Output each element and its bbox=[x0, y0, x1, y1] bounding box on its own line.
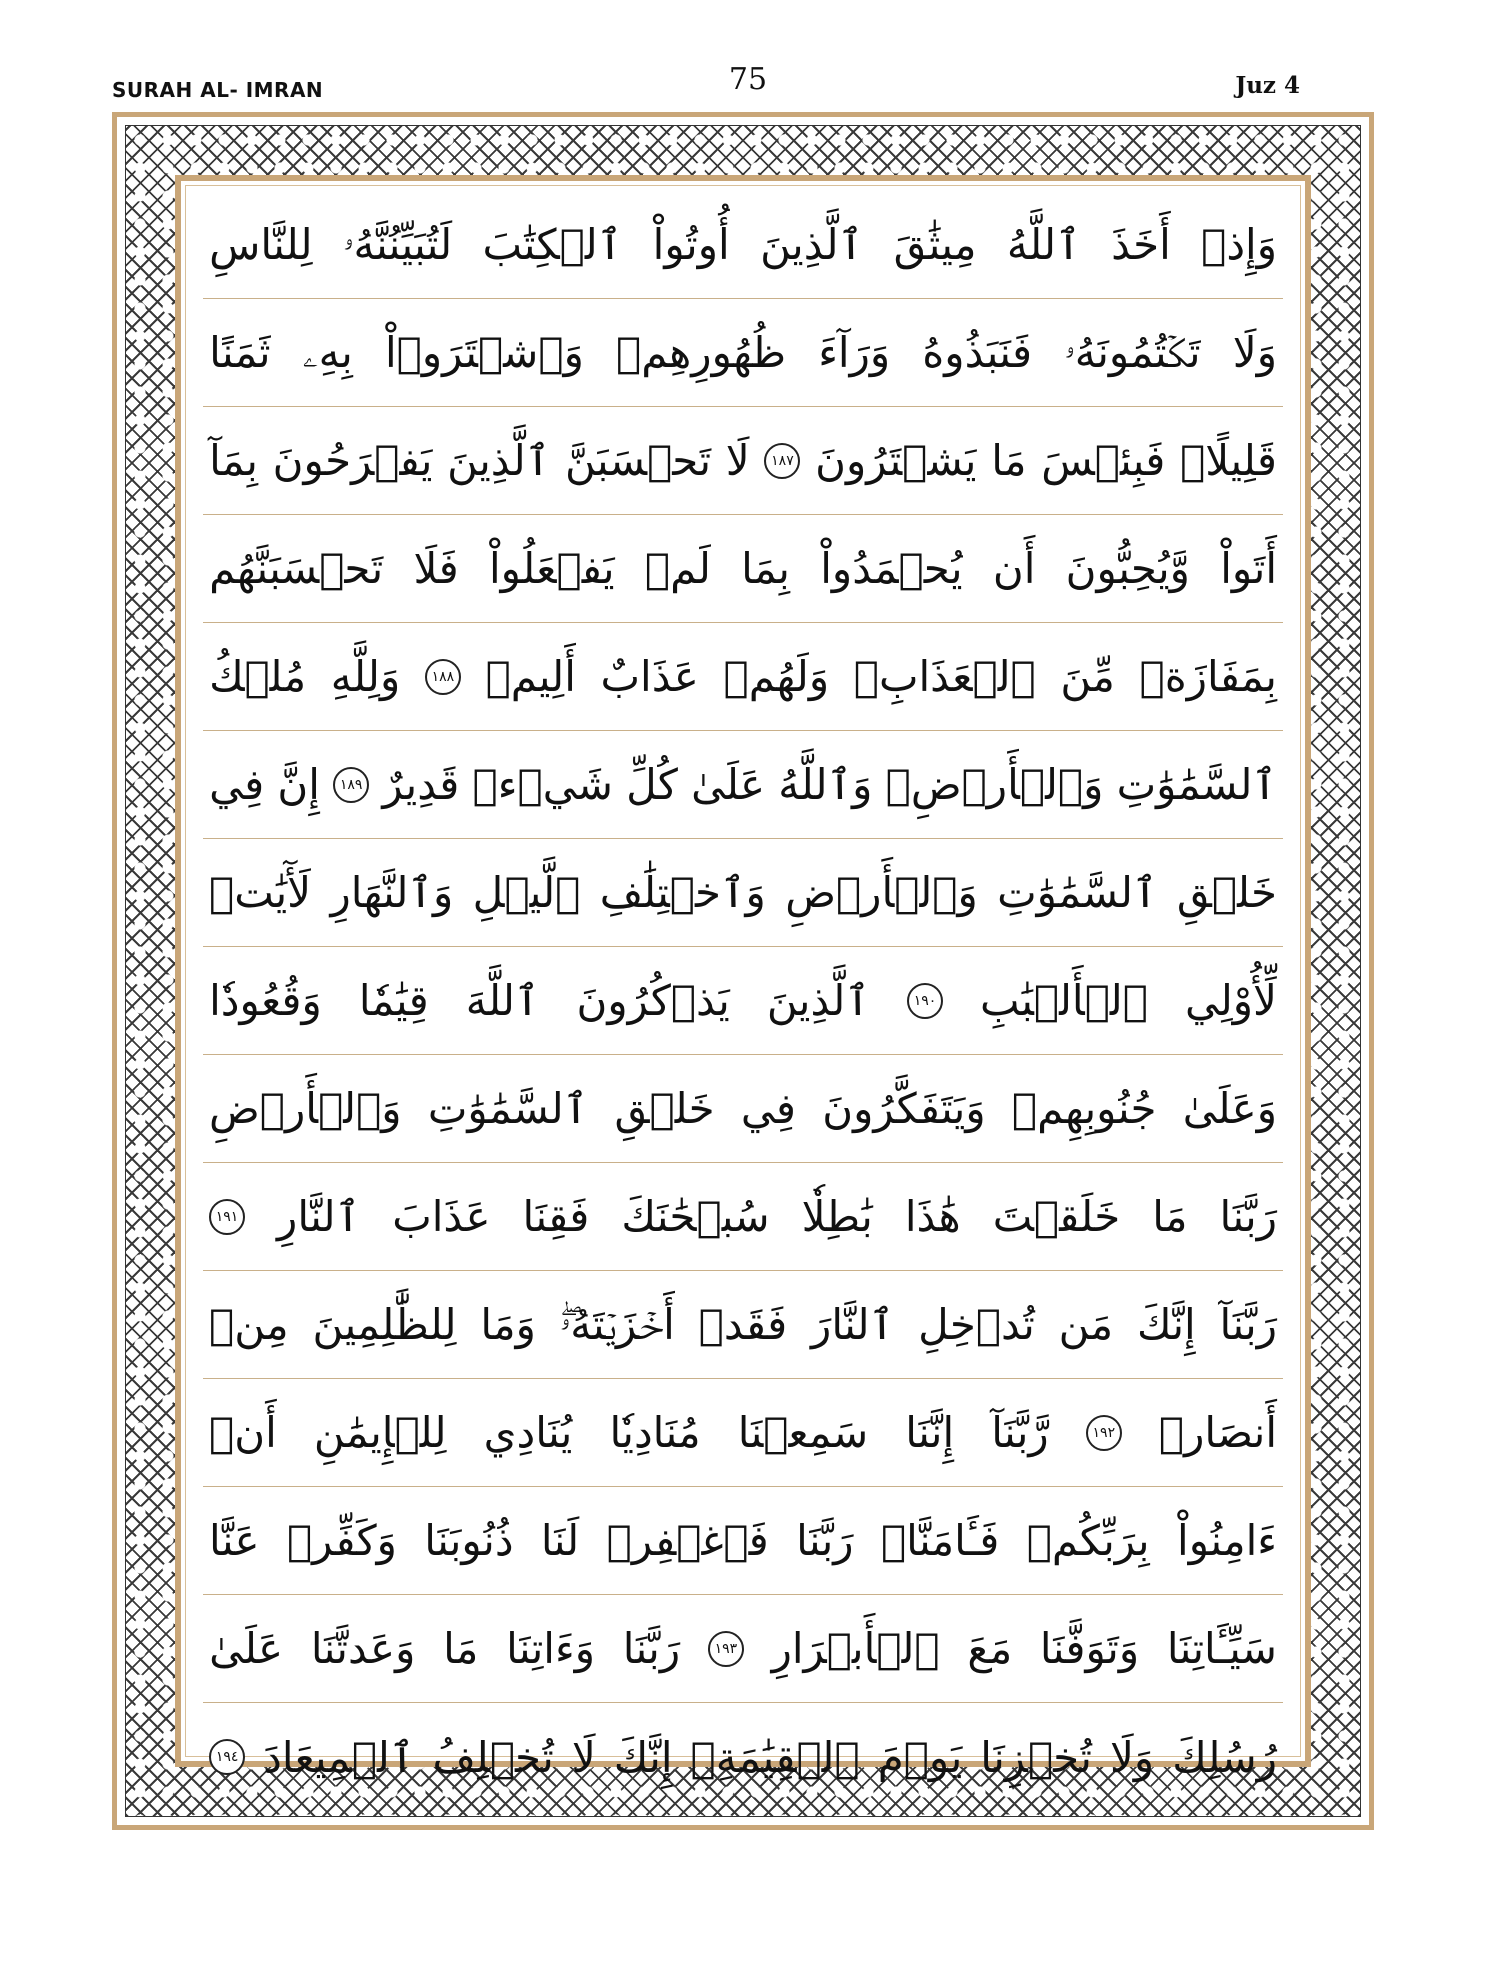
verse-word: إِنَّنَا bbox=[905, 1408, 955, 1457]
verse-text-area bbox=[203, 191, 1283, 1782]
verse-word: بِمَآ bbox=[209, 436, 258, 485]
verse-word: ٱلسَّمَٰوَٰتِ bbox=[997, 868, 1158, 917]
verse-word: عَنَّا bbox=[209, 1516, 260, 1565]
verse-word: تَكۡتُمُونَهُۥ bbox=[1064, 327, 1201, 377]
verse-word: وَيَتَفَكَّرُونَ bbox=[822, 1084, 986, 1133]
verse-word: وَلِلَّهِ bbox=[330, 652, 401, 701]
verse-word: فِي bbox=[209, 760, 265, 809]
verse-word: وَتَوَفَّنَا bbox=[1039, 1624, 1140, 1673]
verse-word: لِّأُوْلِي bbox=[1184, 976, 1277, 1025]
verse-word: مِّنَ bbox=[1060, 652, 1115, 701]
verse-word: مَا bbox=[1152, 1192, 1188, 1241]
verse-word: جُنُوبِهِمۡ bbox=[1011, 1084, 1157, 1133]
verse-word: سَمِعۡنَا bbox=[737, 1408, 869, 1457]
verse-word: وَّيُحِبُّونَ bbox=[1065, 544, 1190, 593]
verse-word: لَأٓيَٰتٖ bbox=[209, 868, 312, 917]
verse-word: يَفۡعَلُواْ bbox=[488, 544, 615, 593]
verse-word: هَٰذَا bbox=[904, 1192, 961, 1241]
verse-word: ٱلۡعَذَابِۖ bbox=[853, 652, 1036, 701]
verse-word: ٱلسَّمَٰوَٰتِ bbox=[427, 1084, 589, 1133]
verse-word: أَتَواْ bbox=[1220, 544, 1277, 593]
verse-word: وَكَفِّرۡ bbox=[286, 1516, 397, 1565]
verse-word: لِلۡإِيمَٰنِ bbox=[313, 1408, 447, 1457]
verse-word: مُلۡكُ bbox=[209, 652, 307, 701]
verse-word: رَبَّنَا bbox=[1219, 1192, 1277, 1241]
verse-word: وَٱللَّهُ bbox=[778, 760, 873, 809]
verse-line bbox=[203, 191, 1283, 299]
verse-word: فَقَدۡ bbox=[698, 1300, 788, 1349]
verse-word: كُلِّ bbox=[626, 760, 678, 809]
verse-word: وَٱلۡأَرۡضِ bbox=[785, 868, 978, 917]
ayah-number-marker: ١٩١ bbox=[209, 1199, 245, 1235]
verse-word: لِلظَّٰلِمِينَ bbox=[312, 1300, 457, 1349]
verse-word: خَلۡقِ bbox=[614, 1084, 715, 1133]
verse-word: شَيۡءٖ bbox=[472, 760, 613, 809]
verse-word: يُنَادِي bbox=[483, 1408, 573, 1457]
verse-word: إِنَّكَ bbox=[1136, 1300, 1196, 1349]
ayah-number-marker: ١٨٩ bbox=[333, 767, 369, 803]
ayah-number-marker: ١٩٤ bbox=[209, 1739, 245, 1775]
verse-word: ٱلنَّارَ bbox=[811, 1300, 895, 1349]
verse-word: ٱلۡمِيعَادَ bbox=[263, 1732, 415, 1782]
verse-word: ٱلنَّارِ bbox=[277, 1192, 361, 1241]
verse-word: وَلَا bbox=[1232, 328, 1277, 377]
verse-word: وَٱلۡأَرۡضِ bbox=[209, 1084, 402, 1133]
verse-line bbox=[203, 1271, 1283, 1379]
verse-word: وَٱشۡتَرَوۡاْ bbox=[384, 328, 584, 377]
verse-line bbox=[203, 407, 1283, 515]
verse-word: ظُهُورِهِمۡ bbox=[615, 328, 787, 377]
verse-word: يَشۡتَرُونَ bbox=[815, 436, 977, 485]
verse-word: عَلَىٰ bbox=[209, 1624, 284, 1673]
verse-word: ٱلَّذِينَ bbox=[447, 436, 551, 485]
verse-word: وَعَلَىٰ bbox=[1182, 1084, 1277, 1133]
verse-word: ٱلۡأَبۡرَارِ bbox=[771, 1624, 940, 1673]
verse-word: فَٱغۡفِرۡ bbox=[606, 1516, 769, 1565]
verse-word: يُحۡمَدُواْ bbox=[820, 544, 963, 593]
verse-word: بِمَفَازَةٖ bbox=[1139, 652, 1277, 701]
verse-word: ٱللَّهَ bbox=[465, 976, 540, 1025]
page-number: 75 bbox=[728, 62, 768, 97]
verse-word: خَلَقۡتَ bbox=[992, 1192, 1121, 1241]
ayah-number-marker: ١٨٧ bbox=[764, 443, 800, 479]
verse-word: وَٱخۡتِلَٰفِ bbox=[599, 868, 766, 917]
page-frame bbox=[112, 112, 1374, 1830]
verse-line bbox=[203, 947, 1283, 1055]
verse-word: يَذۡكُرُونَ bbox=[576, 976, 730, 1025]
verse-word: قَدِيرٌ bbox=[382, 760, 460, 809]
verse-word: أَنۡ bbox=[209, 1408, 277, 1457]
verse-word: رَّبَّنَآ bbox=[991, 1408, 1049, 1457]
verse-word: لَا bbox=[725, 436, 750, 485]
verse-word: لَنَا bbox=[540, 1516, 580, 1565]
verse-word: وَمَا bbox=[480, 1300, 536, 1349]
verse-word: مَعَ bbox=[967, 1624, 1013, 1673]
verse-word: بِمَا bbox=[741, 544, 790, 593]
page-header bbox=[0, 0, 1496, 110]
verse-word: عَذَابٌ bbox=[600, 652, 699, 701]
verse-line bbox=[203, 1055, 1283, 1163]
text-frame bbox=[175, 175, 1311, 1782]
verse-word: مَا bbox=[443, 1624, 479, 1673]
verse-word: بَٰطِلٗا bbox=[801, 1192, 873, 1241]
verse-word: قَلِيلًاۖ bbox=[1180, 436, 1277, 485]
verse-word: تَحۡسَبَنَّهُم bbox=[209, 544, 384, 593]
verse-word: ٱللَّهُ bbox=[1006, 220, 1081, 269]
verse-word: مُنَادِيٗا bbox=[609, 1408, 701, 1457]
verse-word: سُبۡحَٰنَكَ bbox=[621, 1192, 770, 1241]
verse-word: وَقُعُودٗا bbox=[209, 976, 322, 1025]
verse-word: ٱلسَّمَٰوَٰتِ bbox=[1116, 760, 1277, 809]
verse-word: فَـَٔامَنَّاۚ bbox=[880, 1516, 1000, 1565]
verse-word: أَن bbox=[992, 544, 1036, 593]
juz-label: Juz 4 bbox=[1235, 72, 1300, 99]
verse-line bbox=[203, 299, 1283, 407]
verse-word: أَلِيمٞ bbox=[485, 652, 576, 701]
verse-line bbox=[203, 1703, 1283, 1811]
verse-word: وَعَدتَّنَا bbox=[310, 1624, 416, 1673]
verse-word: إِنَّ bbox=[277, 760, 320, 809]
verse-word: لَا bbox=[571, 1732, 596, 1782]
verse-word: قِيَٰمٗا bbox=[358, 976, 429, 1025]
verse-word: تُدۡخِلِ bbox=[918, 1300, 1035, 1349]
verse-word: خَلۡقِ bbox=[1176, 868, 1277, 917]
verse-line bbox=[203, 1379, 1283, 1487]
verse-word: رُسُلِكَ bbox=[1172, 1732, 1277, 1782]
verse-word: بِرَبِّكُمۡ bbox=[1026, 1516, 1150, 1565]
verse-word: ٱلۡقِيَٰمَةِۖ bbox=[690, 1732, 860, 1782]
verse-word: مَا bbox=[991, 436, 1027, 485]
verse-word: تُخۡلِفُ bbox=[432, 1732, 554, 1782]
verse-line bbox=[203, 623, 1283, 731]
verse-word: عَلَىٰ bbox=[691, 760, 766, 809]
verse-word: رَبَّنَا bbox=[622, 1624, 681, 1673]
verse-word: رَبَّنَآ bbox=[1219, 1300, 1277, 1349]
verse-word: وَٱلۡأَرۡضِۗ bbox=[885, 760, 1104, 809]
verse-word: تَحۡسَبَنَّ bbox=[564, 436, 712, 485]
verse-word: أَخَذَ bbox=[1111, 220, 1171, 269]
verse-word: إِنَّكَ bbox=[613, 1732, 673, 1782]
verse-line bbox=[203, 1595, 1283, 1703]
verse-word: وَٱلنَّهَارِ bbox=[330, 868, 454, 917]
verse-word: أَنصَارٖ bbox=[1158, 1408, 1277, 1457]
ayah-number-marker: ١٩٣ bbox=[708, 1631, 744, 1667]
verse-word: مِنۡ bbox=[209, 1300, 289, 1349]
verse-word: أُوتُواْ bbox=[652, 220, 730, 269]
verse-word: وَلَهُمۡ bbox=[723, 652, 830, 701]
verse-word: وَإِذۡ bbox=[1201, 220, 1277, 269]
verse-word: يَفۡرَحُونَ bbox=[272, 436, 433, 485]
verse-word: فَقِنَا bbox=[522, 1192, 590, 1241]
verse-word: وَلَا bbox=[1109, 1732, 1155, 1782]
verse-word: ثَمَنًا bbox=[209, 328, 271, 377]
verse-word: ٱلَّذِينَ bbox=[766, 976, 870, 1025]
verse-word: فِي bbox=[740, 1084, 796, 1133]
verse-word: ٱلَّيۡلِ bbox=[472, 868, 581, 917]
surah-title: SURAH AL- IMRAN bbox=[112, 78, 324, 102]
verse-line bbox=[203, 1163, 1283, 1271]
verse-word: يَوۡمَ bbox=[877, 1732, 963, 1782]
verse-word: فَنَبَذُوهُ bbox=[922, 328, 1033, 377]
verse-word: ٱلۡأَلۡبَٰبِ bbox=[980, 976, 1148, 1025]
verse-word: فَلَا bbox=[413, 544, 459, 593]
verse-word: وَرَآءَ bbox=[818, 328, 891, 377]
verse-word: ءَامِنُواْ bbox=[1177, 1516, 1277, 1565]
verse-word: أَخۡزَيۡتَهُۥۖ bbox=[559, 1299, 675, 1349]
ayah-number-marker: ١٩٢ bbox=[1086, 1415, 1122, 1451]
ayah-number-marker: ١٨٨ bbox=[425, 659, 461, 695]
verse-word: ذُنُوبَنَا bbox=[424, 1516, 514, 1565]
verse-word: مِيثَٰقَ bbox=[893, 220, 977, 269]
verse-word: رَبَّنَا bbox=[796, 1516, 854, 1565]
verse-word: بِهِۦ bbox=[302, 327, 353, 377]
verse-line bbox=[203, 1487, 1283, 1595]
verse-word: لَتُبَيِّنُنَّهُۥ bbox=[342, 219, 453, 269]
verse-word: مَن bbox=[1058, 1300, 1114, 1349]
verse-line bbox=[203, 515, 1283, 623]
verse-word: تُخۡزِنَا bbox=[980, 1732, 1092, 1782]
verse-word: عَذَابَ bbox=[392, 1192, 491, 1241]
verse-word: لَمۡ bbox=[644, 544, 711, 593]
verse-word: ٱلۡكِتَٰبَ bbox=[482, 220, 623, 269]
verse-word: سَيِّـَٔاتِنَا bbox=[1166, 1624, 1277, 1673]
verse-word: فَبِئۡسَ bbox=[1041, 436, 1166, 485]
verse-line bbox=[203, 731, 1283, 839]
ayah-number-marker: ١٩٠ bbox=[907, 983, 943, 1019]
verse-word: وَءَاتِنَا bbox=[506, 1624, 595, 1673]
verse-line bbox=[203, 839, 1283, 947]
verse-word: لِلنَّاسِ bbox=[209, 220, 313, 269]
verse-word: ٱلَّذِينَ bbox=[760, 220, 864, 269]
